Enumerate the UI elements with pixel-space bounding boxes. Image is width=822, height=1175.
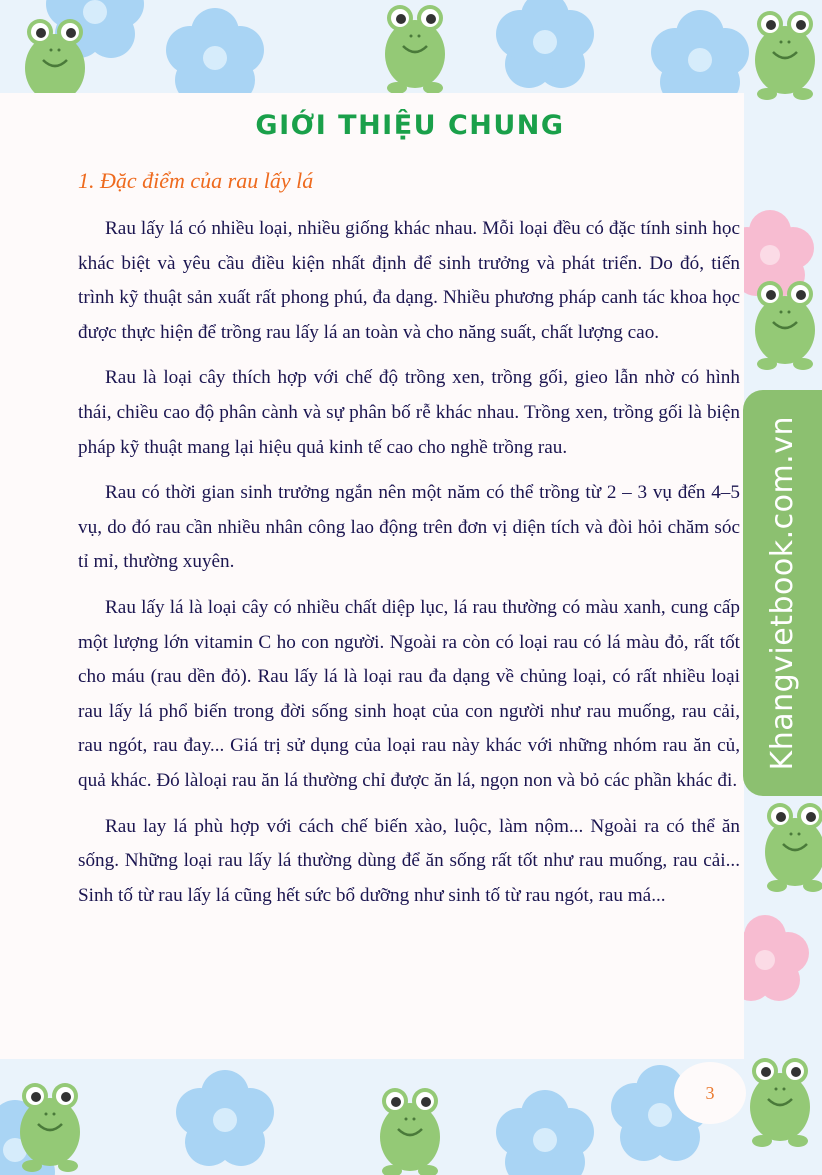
- publisher-website-text: Khangvietbook.com.vn: [765, 415, 800, 771]
- section-heading: 1. Đặc điểm của rau lấy lá: [78, 168, 314, 193]
- paragraph-3: Rau có thời gian sinh trưởng ngắn nên một năm có thể trồng từ 2 – 3 vụ đến 4–5 vụ, do đó rau cần nhiều nhân công lao động trên đơn vị diện tích và đòi hỏi chăm sóc tỉ mỉ, thường xuyên.: [78, 482, 740, 573]
- paragraph-4: Rau lấy lá là loại cây có nhiều chất diệp lục, lá rau thường có màu xanh, cung cấp một lượng lớn vitamin C ho con người. Ngoài ra còn có loại rau có lá màu đỏ, rất tốt cho máu (rau dền đỏ). Rau lấy lá là loại rau đa dạng về chủng loại, có rất nhiều loại rau lấy lá phổ biến trong đời sống sinh hoạt của con người như rau muống, rau cải, rau ngót, rau đay... Giá trị sử dụng của loại rau này khác với những nhóm rau ăn củ, quả khác. Đó làloại rau ăn lá thường chỉ được ăn lá, ngọn non và bỏ các phần khác đi.: [78, 596, 740, 791]
- page-number: 3: [674, 1062, 746, 1124]
- publisher-side-tab: [743, 390, 822, 796]
- publisher-website: [743, 390, 822, 796]
- body-text: [78, 212, 740, 924]
- paragraph-2: Rau là loại cây thích hợp với chế độ trồng xen, trồng gối, gieo lẫn nhờ có hình thái, chiều cao độ phân cành và sự phân bố rễ khác nhau. Trồng xen, trồng gối là biện pháp kỹ thuật mang lại hiệu quả kinh tế cao cho nghề trồng rau.: [78, 367, 740, 458]
- paragraph-5: Rau lay lá phù hợp với cách chế biến xào, luộc, làm nộm... Ngoài ra có thể ăn sống. Những loại rau lấy lá thường dùng để ăn sống rất tốt như rau muống, rau cải... Sinh tố từ rau lấy lá cũng hết sức bổ dưỡng như sinh tố từ rau ngót, rau má...: [78, 815, 740, 906]
- page-title: GIỚI THIỆU CHUNG: [255, 110, 565, 141]
- paragraph-1: Rau lấy lá có nhiều loại, nhiều giống khác nhau. Mỗi loại đều có đặc tính sinh học khác biệt và yêu cầu điều kiện nhất định để sinh trưởng và phát triển. Do đó, tiến trình kỹ thuật sản xuất rất phong phú, đa dạng. Nhiều phương pháp canh tác khoa học được thực hiện để trồng rau lấy lá an toàn và cho năng suất, chất lượng cao.: [78, 218, 740, 343]
